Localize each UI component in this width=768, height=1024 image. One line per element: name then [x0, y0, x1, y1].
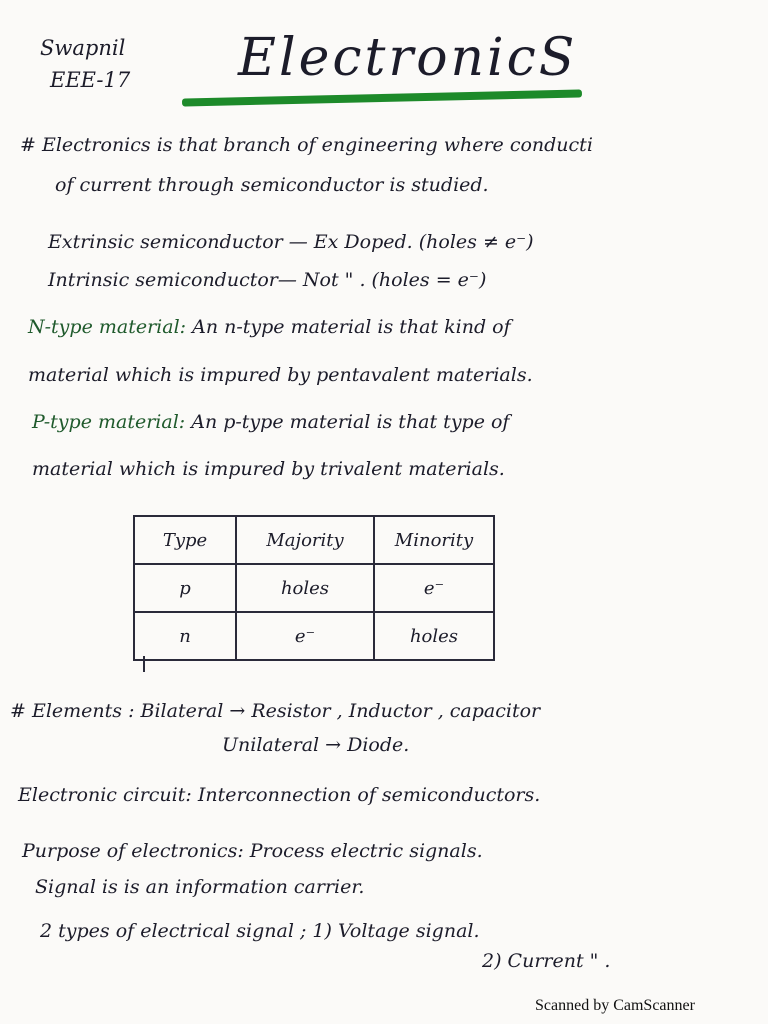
page-title: ElectronicS	[238, 28, 578, 88]
ntype-line-2: material which is impured by pentavalent materials.	[28, 364, 533, 386]
course-code: EEE-17	[50, 68, 131, 92]
table-stub-line	[143, 656, 145, 672]
table-header-cell: Majority	[236, 516, 374, 564]
circuit-line	[18, 786, 540, 805]
signal-line-1: Signal is is an information carrier.	[35, 876, 365, 898]
table-cell: holes	[374, 612, 494, 660]
ptype-label: P-type material:	[32, 411, 186, 433]
ptype-line-2: material which is impured by trivalent materials.	[32, 458, 505, 480]
author-name: Swapnil	[40, 36, 126, 60]
table-row	[134, 564, 494, 612]
carrier-table	[133, 515, 495, 661]
table-cell: p	[134, 564, 236, 612]
title-underline	[182, 89, 582, 106]
table-header-cell: Minority	[374, 516, 494, 564]
table-header-row	[134, 516, 494, 564]
table-header-cell: Type	[134, 516, 236, 564]
table-cell: n	[134, 612, 236, 660]
intro-line-2: of current through semiconductor is studied.	[55, 174, 489, 196]
table-cell: e⁻	[236, 612, 374, 660]
ptype-text: An p-type material is that type of	[191, 411, 510, 433]
ntype-label: N-type material:	[28, 316, 187, 338]
signal-line-3: 2) Current " .	[482, 950, 611, 972]
purpose-line	[22, 842, 483, 861]
elements-line-1: # Elements : Bilateral → Resistor , Inductor , capacitor	[10, 700, 541, 722]
purpose-text: Process electric signals.	[249, 840, 483, 862]
scanner-watermark: Scanned by CamScanner	[535, 997, 695, 1014]
circuit-text: Interconnection of semiconductors.	[197, 784, 541, 806]
table-cell: holes	[236, 564, 374, 612]
purpose-label: Purpose of electronics:	[22, 840, 244, 862]
extrinsic-line: Extrinsic semiconductor — Ex Doped. (holes ≠ e⁻)	[48, 231, 534, 253]
table-row	[134, 612, 494, 660]
intro-line-1: # Electronics is that branch of engineering where conducti	[20, 134, 593, 156]
elements-line-2: Unilateral → Diode.	[222, 734, 410, 756]
signal-line-2: 2 types of electrical signal ; 1) Voltage signal.	[40, 920, 480, 942]
ntype-line-1	[28, 318, 511, 337]
intrinsic-line: Intrinsic semiconductor— Not " . (holes = e⁻)	[48, 269, 487, 291]
table-cell: e⁻	[374, 564, 494, 612]
circuit-label: Electronic circuit:	[18, 784, 192, 806]
ptype-line-1	[32, 413, 509, 432]
ntype-text: An n-type material is that kind of	[192, 316, 511, 338]
